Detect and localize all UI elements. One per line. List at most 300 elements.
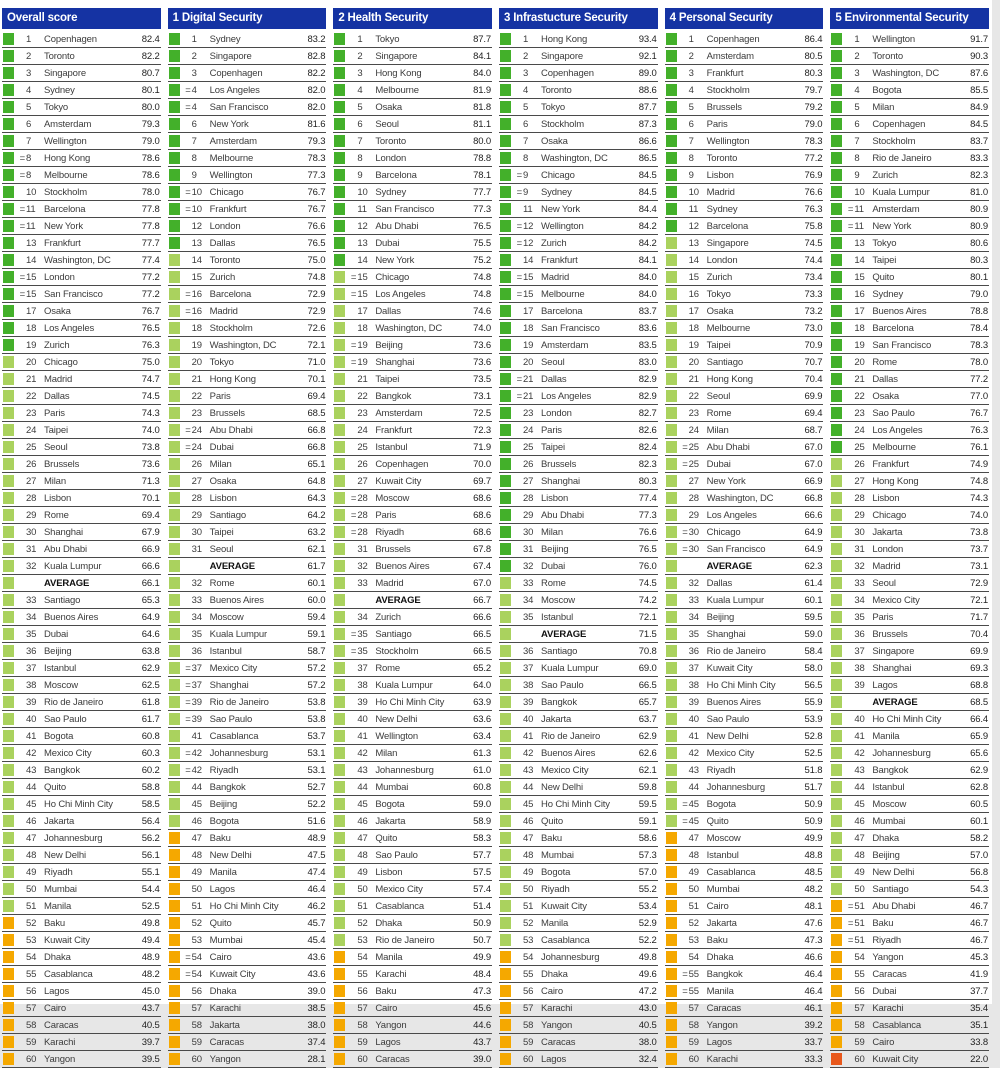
rank-cell — [349, 272, 375, 283]
tie-indicator — [681, 391, 688, 402]
city-name: Seoul — [44, 441, 68, 453]
score-color-swatch — [831, 271, 842, 283]
rank-number: 18 — [191, 322, 202, 334]
tie-indicator — [349, 578, 356, 589]
tie-indicator — [349, 85, 356, 96]
rank-number: 29 — [26, 509, 37, 521]
tie-indicator — [515, 918, 522, 929]
score-value: 51.8 — [804, 764, 823, 776]
rank-number: 32 — [854, 560, 865, 572]
score-color-swatch — [666, 373, 677, 385]
rank-number: 28 — [688, 492, 699, 504]
table-row — [499, 422, 658, 439]
rank-number: 22 — [26, 390, 37, 402]
score-value: 82.6 — [638, 424, 657, 436]
rank-cell — [681, 238, 707, 249]
table-row — [665, 422, 824, 439]
table-row — [2, 320, 161, 337]
score-value: 78.8 — [970, 305, 988, 317]
rank-cell — [349, 578, 375, 589]
city-name: Manila — [209, 866, 237, 878]
city-name: Santiago — [541, 645, 578, 657]
city-name: Istanbul — [706, 849, 739, 861]
rank-number: 44 — [26, 781, 37, 793]
rank-cell — [681, 119, 707, 130]
table-row — [333, 252, 492, 269]
city-name: AVERAGE — [209, 560, 255, 572]
score-color-swatch — [3, 1002, 14, 1014]
rank-number: 11 — [523, 203, 533, 215]
score-color-swatch — [831, 900, 842, 912]
tie-indicator — [515, 476, 522, 487]
score-color-swatch — [831, 475, 842, 487]
rank-number: 48 — [523, 849, 534, 861]
tie-indicator — [681, 85, 688, 96]
tie-indicator — [681, 1003, 688, 1014]
tie-indicator: = — [185, 203, 191, 215]
score-color-swatch — [3, 577, 14, 589]
rank-cell — [349, 68, 375, 79]
rank-cell — [349, 833, 375, 844]
rank-number: 37 — [191, 662, 202, 674]
rank-cell — [349, 544, 375, 555]
score-color-swatch — [666, 934, 677, 946]
rank-cell — [349, 646, 375, 657]
score-value: 66.5 — [473, 645, 491, 657]
rank-cell — [846, 323, 872, 334]
rank-cell — [681, 850, 707, 861]
score-value: 93.4 — [638, 33, 657, 45]
score-color-swatch — [500, 475, 511, 487]
table-row — [168, 167, 327, 184]
score-value: 37.4 — [307, 1036, 326, 1048]
table-row — [2, 167, 161, 184]
city-name: Kuwait City — [209, 968, 256, 980]
city-name: Lagos — [209, 883, 235, 895]
table-row — [830, 592, 989, 609]
city-name: Dhaka — [209, 985, 237, 997]
score-color-swatch — [666, 747, 677, 759]
tie-indicator — [846, 136, 853, 147]
score-color-swatch — [3, 645, 14, 657]
rank-cell — [515, 782, 541, 793]
score-value: 82.4 — [638, 441, 657, 453]
score-color-swatch — [666, 560, 677, 572]
tie-indicator — [184, 170, 191, 181]
table-row — [499, 201, 658, 218]
score-value: 66.4 — [970, 713, 988, 725]
rank-number: 11 — [854, 220, 864, 232]
score-value: 63.2 — [307, 526, 326, 538]
score-value: 62.1 — [638, 764, 657, 776]
city-name: Manila — [375, 951, 403, 963]
score-value: 77.4 — [141, 254, 160, 266]
score-value: 83.5 — [638, 339, 657, 351]
table-row — [333, 65, 492, 82]
city-name: Zurich — [706, 271, 733, 283]
rank-number: 25 — [688, 441, 699, 453]
score-value: 60.2 — [141, 764, 160, 776]
rank-number: 34 — [688, 611, 699, 623]
city-name: Brussels — [209, 407, 245, 419]
score-color-swatch — [831, 628, 842, 640]
score-color-swatch — [831, 237, 842, 249]
table-row — [168, 983, 327, 1000]
rank-cell — [846, 867, 872, 878]
score-color-swatch — [3, 798, 14, 810]
tie-indicator — [846, 544, 853, 555]
score-color-swatch — [334, 271, 345, 283]
tie-indicator — [18, 136, 25, 147]
rank-number: 40 — [357, 713, 368, 725]
rank-number: 9 — [688, 169, 694, 181]
table-row — [830, 1051, 989, 1068]
tie-indicator: = — [350, 356, 357, 368]
table-row — [168, 1017, 327, 1034]
table-row — [830, 439, 989, 456]
rank-number: 40 — [854, 713, 865, 725]
rank-cell — [18, 459, 44, 470]
tie-indicator — [515, 153, 522, 164]
rank-number: 52 — [357, 917, 368, 929]
rank-cell — [846, 391, 872, 402]
rank-cell — [18, 1054, 44, 1065]
score-value: 37.7 — [970, 985, 988, 997]
score-color-swatch — [169, 339, 180, 351]
score-value: 74.8 — [307, 271, 326, 283]
rank-cell — [18, 527, 44, 538]
city-name: Dubai — [872, 985, 897, 997]
city-name: Kuala Lumpur — [706, 594, 765, 606]
table-row — [168, 354, 327, 371]
city-name: Bogota — [541, 866, 571, 878]
city-name: Karachi — [706, 1053, 738, 1065]
city-name: Shanghai — [872, 662, 912, 674]
rank-number: 5 — [523, 101, 529, 113]
rank-cell — [846, 85, 872, 96]
city-name: Johannesburg — [375, 764, 434, 776]
rank-number: 60 — [357, 1053, 368, 1065]
table-row — [333, 235, 492, 252]
table-row — [665, 643, 824, 660]
rank-cell — [18, 153, 44, 164]
rank-cell — [846, 731, 872, 742]
tie-indicator: = — [847, 900, 854, 912]
city-name: Taipei — [44, 424, 68, 436]
score-value: 76.1 — [970, 441, 988, 453]
table-row — [830, 847, 989, 864]
rank-number: 20 — [26, 356, 37, 368]
table-row — [333, 133, 492, 150]
table-row — [168, 48, 327, 65]
score-color-swatch — [3, 951, 14, 963]
rank-number: 45 — [688, 798, 699, 810]
city-name: Jakarta — [872, 526, 903, 538]
city-name: Copenhagen — [541, 67, 594, 79]
rank-number: 39 — [26, 696, 37, 708]
tie-indicator — [515, 527, 522, 538]
city-name: Rio de Janeiro — [872, 152, 932, 164]
score-value: 76.7 — [307, 203, 326, 215]
tie-indicator — [681, 51, 688, 62]
tie-indicator — [349, 935, 356, 946]
rank-cell — [184, 34, 210, 45]
city-name: Tokyo — [375, 33, 400, 45]
city-name: Los Angeles — [872, 424, 923, 436]
rank-number: 36 — [26, 645, 37, 657]
score-color-swatch — [666, 679, 677, 691]
table-row — [168, 643, 327, 660]
table-row — [499, 184, 658, 201]
rank-cell — [349, 51, 375, 62]
rank-number: 18 — [523, 322, 534, 334]
score-color-swatch — [666, 475, 677, 487]
rank-cell — [515, 289, 541, 300]
rank-number: 30 — [688, 526, 699, 538]
tie-indicator: = — [19, 152, 25, 164]
rank-number: 15 — [26, 288, 37, 300]
rank-number: 57 — [357, 1002, 368, 1014]
rank-cell — [18, 442, 44, 453]
rank-number: 39 — [191, 713, 202, 725]
rank-cell — [515, 697, 541, 708]
table-row — [665, 507, 824, 524]
score-color-swatch — [500, 373, 511, 385]
city-name: Copenhagen — [706, 33, 760, 45]
rank-number: 46 — [523, 815, 534, 827]
score-value: 79.7 — [804, 84, 823, 96]
tie-indicator — [349, 323, 356, 334]
rank-number: 28 — [357, 509, 368, 521]
score-value: 54.4 — [141, 883, 160, 895]
table-row — [499, 286, 658, 303]
score-value: 77.2 — [970, 373, 988, 385]
score-color-swatch — [666, 662, 677, 674]
table-row — [333, 201, 492, 218]
score-color-swatch — [3, 475, 14, 487]
score-color-swatch — [169, 220, 180, 232]
rank-number: 21 — [357, 373, 368, 385]
tie-indicator — [846, 731, 853, 742]
rank-number: 54 — [854, 951, 865, 963]
city-name: Rome — [706, 407, 732, 419]
score-value: 59.0 — [804, 628, 823, 640]
table-row — [2, 983, 161, 1000]
rank-cell — [515, 986, 541, 997]
score-value: 43.7 — [473, 1036, 491, 1048]
table-row — [333, 915, 492, 932]
rank-number: 9 — [523, 186, 529, 198]
rank-number: 60 — [854, 1053, 865, 1065]
table-row — [2, 864, 161, 881]
city-name: London — [375, 152, 407, 164]
table-row — [168, 82, 327, 99]
tie-indicator — [349, 782, 356, 793]
city-name: New Delhi — [209, 849, 252, 861]
score-color-swatch — [3, 594, 14, 606]
city-name: Seoul — [706, 390, 731, 402]
score-color-swatch — [666, 339, 677, 351]
rank-number: 37 — [26, 662, 37, 674]
city-name: Moscow — [44, 679, 78, 691]
tie-indicator — [681, 901, 688, 912]
table-row — [333, 320, 492, 337]
table-row — [168, 490, 327, 507]
score-value: 64.8 — [307, 475, 326, 487]
score-color-swatch — [831, 509, 842, 521]
tie-indicator — [184, 340, 191, 351]
rank-number: 25 — [688, 458, 699, 470]
rank-number: 6 — [26, 118, 32, 130]
city-name: Ho Chi Minh City — [706, 679, 776, 691]
score-color-swatch — [666, 645, 677, 657]
city-name: Amsterdam — [541, 339, 589, 351]
score-color-swatch — [666, 305, 677, 317]
score-color-swatch — [500, 407, 511, 419]
score-value: 48.9 — [141, 951, 160, 963]
table-row — [333, 99, 492, 116]
score-value: 84.1 — [473, 50, 491, 62]
score-color-swatch — [666, 951, 677, 963]
score-value: 82.3 — [970, 169, 988, 181]
rank-cell — [18, 102, 44, 113]
rank-cell — [846, 748, 872, 759]
score-value: 76.5 — [473, 220, 491, 232]
score-value: 82.0 — [307, 84, 326, 96]
rank-number: 56 — [191, 985, 202, 997]
rank-number: 12 — [523, 220, 534, 232]
score-color-swatch — [831, 84, 842, 96]
score-color-swatch — [500, 509, 511, 521]
score-color-swatch — [500, 934, 511, 946]
tie-indicator — [349, 1054, 356, 1065]
tie-indicator — [681, 306, 688, 317]
score-color-swatch — [500, 254, 511, 266]
score-value: 46.4 — [804, 985, 823, 997]
score-color-swatch — [334, 458, 345, 470]
city-name: Abu Dhabi — [375, 220, 419, 232]
rank-cell — [18, 969, 44, 980]
rank-cell — [349, 408, 375, 419]
score-value: 76.7 — [307, 186, 326, 198]
rank-number: 14 — [688, 254, 699, 266]
rank-cell — [349, 867, 375, 878]
tie-indicator — [349, 374, 356, 385]
rank-cell — [515, 187, 541, 198]
rank-number: 56 — [357, 985, 368, 997]
score-value: 40.5 — [638, 1019, 657, 1031]
tie-indicator — [349, 170, 356, 181]
rank-cell — [515, 391, 541, 402]
rank-number: 46 — [191, 815, 202, 827]
score-color-swatch — [169, 1019, 180, 1031]
tie-indicator — [515, 986, 522, 997]
score-value: 59.1 — [638, 815, 657, 827]
city-name: Paris — [44, 407, 65, 419]
score-color-swatch — [3, 543, 14, 555]
rank-cell — [846, 901, 872, 912]
rank-number: 15 — [854, 271, 865, 283]
score-value: 75.2 — [473, 254, 491, 266]
score-value: 74.3 — [970, 492, 988, 504]
score-value: 64.9 — [141, 611, 160, 623]
score-value: 49.9 — [473, 951, 491, 963]
tie-indicator — [681, 510, 688, 521]
score-color-swatch — [169, 611, 180, 623]
score-color-swatch — [500, 33, 511, 45]
rank-cell — [681, 34, 707, 45]
rank-cell — [515, 1054, 541, 1065]
score-value: 86.6 — [638, 135, 657, 147]
rank-cell — [18, 170, 44, 181]
score-value: 71.9 — [473, 441, 491, 453]
score-color-swatch — [169, 917, 180, 929]
rank-cell — [681, 51, 707, 62]
table-row — [168, 898, 327, 915]
table-row — [2, 303, 161, 320]
rank-cell — [349, 170, 375, 181]
score-color-swatch — [3, 1019, 14, 1031]
city-name: Shanghai — [541, 475, 580, 487]
city-name: San Francisco — [44, 288, 103, 300]
city-name: Dhaka — [541, 968, 568, 980]
score-color-swatch — [334, 696, 345, 708]
rank-number: 19 — [523, 339, 534, 351]
rank-cell — [349, 748, 375, 759]
score-value: 82.9 — [638, 390, 657, 402]
score-color-swatch — [500, 424, 511, 436]
score-color-swatch — [500, 390, 511, 402]
table-row — [665, 337, 824, 354]
tie-indicator: = — [516, 220, 522, 232]
score-value: 57.0 — [638, 866, 657, 878]
table-row — [499, 677, 658, 694]
rank-cell — [515, 510, 541, 521]
tie-indicator — [349, 561, 356, 572]
score-value: 73.3 — [804, 288, 823, 300]
tie-indicator — [18, 952, 25, 963]
score-color-swatch — [3, 135, 14, 147]
rank-cell — [846, 646, 872, 657]
rank-cell — [349, 459, 375, 470]
rank-cell — [681, 204, 707, 215]
table-row — [2, 881, 161, 898]
city-name: Baku — [209, 832, 231, 844]
city-name: Singapore — [44, 67, 86, 79]
city-name: Paris — [872, 611, 894, 623]
rank-cell — [349, 1037, 375, 1048]
tie-indicator — [349, 850, 356, 861]
table-row — [499, 82, 658, 99]
city-name: Riyadh — [541, 883, 570, 895]
score-color-swatch — [831, 186, 842, 198]
city-name: Bogota — [44, 730, 74, 742]
city-name: AVERAGE — [541, 628, 587, 640]
score-value: 77.2 — [141, 271, 160, 283]
rank-cell — [846, 68, 872, 79]
tie-indicator — [681, 119, 688, 130]
rank-cell — [184, 306, 210, 317]
score-color-swatch — [169, 985, 180, 997]
score-value: 61.7 — [141, 713, 160, 725]
score-value: 57.0 — [970, 849, 988, 861]
score-color-swatch — [169, 424, 180, 436]
score-color-swatch — [831, 152, 842, 164]
table-row — [499, 48, 658, 65]
city-name: Milan — [541, 526, 563, 538]
city-name: Sao Paulo — [541, 679, 584, 691]
table-row — [2, 592, 161, 609]
